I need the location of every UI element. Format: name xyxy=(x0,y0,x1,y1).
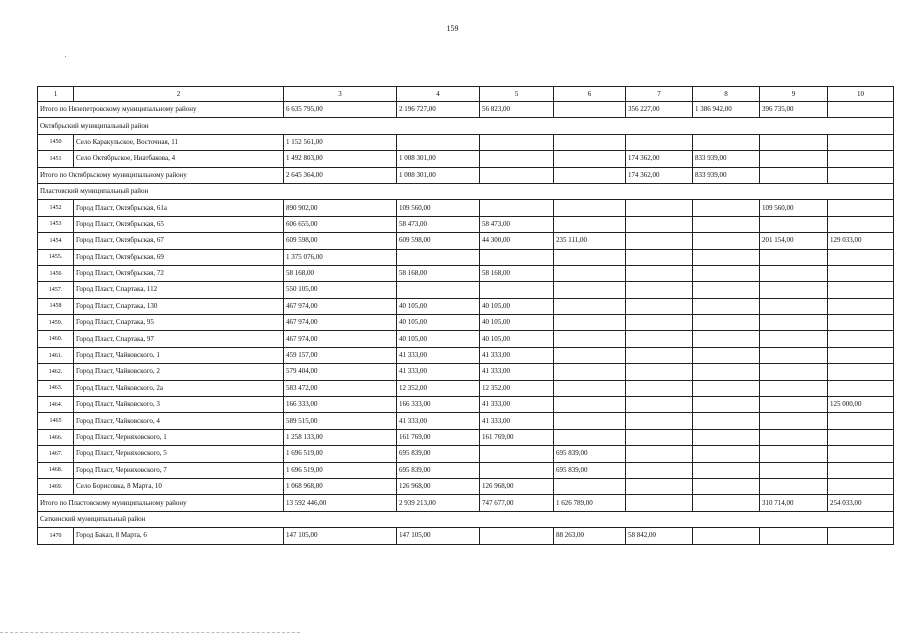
amount-cell: 58 168,00 xyxy=(284,265,397,281)
address-cell: Город Пласт, Чайковского, 3 xyxy=(74,397,284,413)
amount-cell: 1 696 519,00 xyxy=(284,462,397,478)
amount-cell xyxy=(626,315,693,331)
amount-cell xyxy=(554,478,626,494)
amount-cell xyxy=(760,347,828,363)
amount-cell xyxy=(554,134,626,150)
amount-cell: 41 333,00 xyxy=(480,364,554,380)
total-row xyxy=(38,102,894,118)
amount-cell: 147 105,00 xyxy=(284,528,397,544)
row-number: 1469. xyxy=(38,478,74,494)
amount-cell: 467 974,00 xyxy=(284,315,397,331)
column-header: 3 xyxy=(284,87,397,102)
address-cell: Село Каракульское, Восточная, 11 xyxy=(74,134,284,150)
address-cell: Село Октябрьское, Ниатбакова, 4 xyxy=(74,151,284,167)
address-cell: Город Пласт, Чайковского, 2а xyxy=(74,380,284,396)
amount-cell: 126 968,00 xyxy=(397,478,480,494)
amount-cell xyxy=(554,200,626,216)
amount-cell xyxy=(828,134,894,150)
amount-cell xyxy=(554,298,626,314)
amount-cell xyxy=(626,446,693,462)
table-row xyxy=(38,331,894,347)
table-row xyxy=(38,134,894,150)
amount-cell xyxy=(626,200,693,216)
amount-cell xyxy=(480,249,554,265)
amount-cell: 1 375 076,00 xyxy=(284,249,397,265)
amount-cell xyxy=(693,298,760,314)
amount-cell xyxy=(828,216,894,232)
amount-cell: 147 105,00 xyxy=(397,528,480,544)
column-header: 4 xyxy=(397,87,480,102)
amount-cell xyxy=(693,478,760,494)
amount-cell: 609 598,00 xyxy=(284,233,397,249)
amount-cell xyxy=(480,151,554,167)
amount-cell xyxy=(828,347,894,363)
amount-cell xyxy=(554,151,626,167)
amount-cell xyxy=(828,429,894,445)
row-number: 1466. xyxy=(38,429,74,445)
amount-cell: 254 033,00 xyxy=(828,495,894,511)
amount-cell: 174 362,00 xyxy=(626,167,693,183)
amount-cell xyxy=(397,134,480,150)
address-cell: Город Пласт, Спартака, 130 xyxy=(74,298,284,314)
amount-cell xyxy=(760,265,828,281)
amount-cell xyxy=(693,265,760,281)
address-cell: Город Пласт, Октябрьская, 72 xyxy=(74,265,284,281)
page-number: 159 xyxy=(446,24,459,33)
table-row xyxy=(38,233,894,249)
amount-cell: 695 839,00 xyxy=(554,462,626,478)
amount-cell: 166 333,00 xyxy=(397,397,480,413)
amount-cell xyxy=(828,528,894,544)
amount-cell xyxy=(554,331,626,347)
column-header: 10 xyxy=(828,87,894,102)
address-cell: Село Борисовка, 8 Марта, 10 xyxy=(74,478,284,494)
amount-cell xyxy=(828,200,894,216)
amount-cell xyxy=(554,216,626,232)
amount-cell xyxy=(760,446,828,462)
amount-cell: 695 839,00 xyxy=(554,446,626,462)
footer-scan-line xyxy=(0,632,300,634)
address-cell: Город Бакал, 8 Марта, 6 xyxy=(74,528,284,544)
amount-cell xyxy=(554,429,626,445)
row-number: 1470 xyxy=(38,528,74,544)
amount-cell: 747 677,00 xyxy=(480,495,554,511)
table-row xyxy=(38,298,894,314)
table-row xyxy=(38,413,894,429)
amount-cell xyxy=(626,331,693,347)
amount-cell xyxy=(626,298,693,314)
row-number: 1463. xyxy=(38,380,74,396)
amount-cell: 174 362,00 xyxy=(626,151,693,167)
row-number: 1456 xyxy=(38,265,74,281)
amount-cell xyxy=(626,347,693,363)
amount-cell xyxy=(397,249,480,265)
column-header: 1 xyxy=(38,87,74,102)
amount-cell xyxy=(693,282,760,298)
amount-cell xyxy=(626,478,693,494)
amount-cell xyxy=(480,167,554,183)
total-label: Итого по Нязепетровскому муниципальному району xyxy=(38,102,284,118)
total-row xyxy=(38,495,894,511)
address-cell: Город Пласт, Октябрьская, 69 xyxy=(74,249,284,265)
amount-cell xyxy=(626,380,693,396)
amount-cell xyxy=(554,102,626,118)
amount-cell: 88 263,00 xyxy=(554,528,626,544)
amount-cell xyxy=(693,397,760,413)
section-row xyxy=(38,183,894,199)
row-number: 1468. xyxy=(38,462,74,478)
amount-cell: 12 352,00 xyxy=(480,380,554,396)
amount-cell xyxy=(554,167,626,183)
amount-cell: 166 333,00 xyxy=(284,397,397,413)
amount-cell: 356 227,00 xyxy=(626,102,693,118)
amount-cell: 58 842,00 xyxy=(626,528,693,544)
amount-cell xyxy=(828,102,894,118)
row-number: 1464. xyxy=(38,397,74,413)
amount-cell: 13 592 446,00 xyxy=(284,495,397,511)
amount-cell: 2 645 364,00 xyxy=(284,167,397,183)
amount-cell xyxy=(693,380,760,396)
amount-cell: 606 655,00 xyxy=(284,216,397,232)
table-row xyxy=(38,397,894,413)
amount-cell: 890 902,00 xyxy=(284,200,397,216)
amount-cell: 467 974,00 xyxy=(284,331,397,347)
row-number: 1450 xyxy=(38,134,74,150)
row-number: 1462. xyxy=(38,364,74,380)
amount-cell xyxy=(626,462,693,478)
amount-cell xyxy=(480,200,554,216)
column-header: 9 xyxy=(760,87,828,102)
amount-cell: 1 386 942,00 xyxy=(693,102,760,118)
amount-cell xyxy=(828,380,894,396)
row-number: 1460. xyxy=(38,331,74,347)
column-header: 8 xyxy=(693,87,760,102)
amount-cell: 589 515,00 xyxy=(284,413,397,429)
amount-cell xyxy=(760,298,828,314)
table-row xyxy=(38,200,894,216)
amount-cell xyxy=(626,265,693,281)
amount-cell: 235 111,00 xyxy=(554,233,626,249)
amount-cell: 129 033,00 xyxy=(828,233,894,249)
amount-cell: 6 635 795,00 xyxy=(284,102,397,118)
amount-cell: 1 008 301,00 xyxy=(397,151,480,167)
row-number: 1459. xyxy=(38,315,74,331)
amount-cell xyxy=(626,216,693,232)
amount-cell xyxy=(760,397,828,413)
column-header: 2 xyxy=(74,87,284,102)
amount-cell xyxy=(626,282,693,298)
amount-cell xyxy=(760,167,828,183)
amount-cell xyxy=(626,429,693,445)
address-cell: Город Пласт, Чайковского, 2 xyxy=(74,364,284,380)
amount-cell: 41 333,00 xyxy=(397,364,480,380)
amount-cell: 44 300,00 xyxy=(480,233,554,249)
amount-cell: 833 939,00 xyxy=(693,151,760,167)
amount-cell: 161 769,00 xyxy=(480,429,554,445)
amount-cell xyxy=(480,446,554,462)
address-cell: Город Пласт, Чайковского, 4 xyxy=(74,413,284,429)
amount-cell xyxy=(760,282,828,298)
amount-cell: 609 598,00 xyxy=(397,233,480,249)
amount-cell: 583 472,00 xyxy=(284,380,397,396)
amount-cell: 40 105,00 xyxy=(480,331,554,347)
row-number: 1452 xyxy=(38,200,74,216)
section-title: Саткинский муниципальный район xyxy=(38,511,894,527)
amount-cell xyxy=(828,331,894,347)
amount-cell xyxy=(828,249,894,265)
table-row xyxy=(38,446,894,462)
amount-cell xyxy=(693,331,760,347)
amount-cell xyxy=(760,528,828,544)
amount-cell: 1 152 561,00 xyxy=(284,134,397,150)
address-cell: Город Пласт, Черняховского, 1 xyxy=(74,429,284,445)
table-row xyxy=(38,429,894,445)
amount-cell: 41 333,00 xyxy=(397,413,480,429)
row-number: 1453 xyxy=(38,216,74,232)
table-row xyxy=(38,315,894,331)
amount-cell xyxy=(693,216,760,232)
column-header: 6 xyxy=(554,87,626,102)
section-row xyxy=(38,511,894,527)
table-row xyxy=(38,528,894,544)
amount-cell xyxy=(760,380,828,396)
amount-cell: 40 105,00 xyxy=(480,298,554,314)
amount-cell xyxy=(760,151,828,167)
amount-cell: 1 068 968,00 xyxy=(284,478,397,494)
amount-cell xyxy=(554,315,626,331)
amount-cell xyxy=(760,429,828,445)
amount-cell xyxy=(760,134,828,150)
amount-cell: 40 105,00 xyxy=(397,315,480,331)
amount-cell: 2 196 727,00 xyxy=(397,102,480,118)
row-number: 1465 xyxy=(38,413,74,429)
amount-cell xyxy=(828,315,894,331)
amount-cell xyxy=(693,347,760,363)
amount-cell xyxy=(828,167,894,183)
section-title: Пластовский муниципальный район xyxy=(38,183,894,199)
amount-cell xyxy=(480,134,554,150)
amount-cell: 1 696 519,00 xyxy=(284,446,397,462)
amount-cell xyxy=(693,429,760,445)
amount-cell: 56 823,00 xyxy=(480,102,554,118)
amount-cell xyxy=(626,364,693,380)
amount-cell xyxy=(693,462,760,478)
amount-cell: 41 333,00 xyxy=(397,347,480,363)
table-row xyxy=(38,478,894,494)
column-header: 5 xyxy=(480,87,554,102)
amount-cell xyxy=(828,265,894,281)
amount-cell: 58 168,00 xyxy=(480,265,554,281)
amount-cell xyxy=(626,397,693,413)
amount-cell: 1 492 803,00 xyxy=(284,151,397,167)
amount-cell xyxy=(828,151,894,167)
table-row xyxy=(38,462,894,478)
table-row xyxy=(38,347,894,363)
amount-cell xyxy=(693,249,760,265)
amount-cell xyxy=(828,364,894,380)
amount-cell xyxy=(480,528,554,544)
address-cell: Город Пласт, Октябрьская, 67 xyxy=(74,233,284,249)
amount-cell xyxy=(693,495,760,511)
amount-cell xyxy=(554,347,626,363)
address-cell: Город Пласт, Спартака, 97 xyxy=(74,331,284,347)
amount-cell xyxy=(693,315,760,331)
amount-cell xyxy=(693,528,760,544)
table-row xyxy=(38,216,894,232)
amount-cell: 40 105,00 xyxy=(480,315,554,331)
amount-cell xyxy=(760,364,828,380)
row-number: 1457. xyxy=(38,282,74,298)
row-number: 1467. xyxy=(38,446,74,462)
amount-cell xyxy=(397,282,480,298)
amount-cell: 126 968,00 xyxy=(480,478,554,494)
register-table xyxy=(37,86,894,545)
row-number: 1461. xyxy=(38,347,74,363)
amount-cell: 396 735,00 xyxy=(760,102,828,118)
amount-cell: 41 333,00 xyxy=(480,397,554,413)
column-header-row xyxy=(38,87,894,102)
address-cell: Город Пласт, Октябрьская, 65 xyxy=(74,216,284,232)
amount-cell xyxy=(626,495,693,511)
amount-cell xyxy=(480,282,554,298)
amount-cell: 12 352,00 xyxy=(397,380,480,396)
amount-cell xyxy=(828,446,894,462)
amount-cell: 579 404,00 xyxy=(284,364,397,380)
address-cell: Город Пласт, Октябрьская, 61а xyxy=(74,200,284,216)
column-header: 7 xyxy=(626,87,693,102)
row-number: 1455. xyxy=(38,249,74,265)
table-row xyxy=(38,282,894,298)
amount-cell: 2 939 213,00 xyxy=(397,495,480,511)
table-row xyxy=(38,265,894,281)
row-number: 1454 xyxy=(38,233,74,249)
amount-cell: 833 939,00 xyxy=(693,167,760,183)
amount-cell: 58 168,00 xyxy=(397,265,480,281)
amount-cell: 1 258 133,00 xyxy=(284,429,397,445)
amount-cell xyxy=(554,282,626,298)
amount-cell xyxy=(693,200,760,216)
amount-cell xyxy=(554,265,626,281)
row-number: 1451 xyxy=(38,151,74,167)
address-cell: Город Пласт, Черняховского, 7 xyxy=(74,462,284,478)
section-title: Октябрьский муниципальный район xyxy=(38,118,894,134)
amount-cell: 550 105,00 xyxy=(284,282,397,298)
address-cell: Город Пласт, Чайковского, 1 xyxy=(74,347,284,363)
amount-cell xyxy=(828,298,894,314)
amount-cell: 41 333,00 xyxy=(480,347,554,363)
amount-cell xyxy=(760,331,828,347)
amount-cell xyxy=(760,462,828,478)
amount-cell: 58 473,00 xyxy=(397,216,480,232)
amount-cell xyxy=(554,413,626,429)
section-row xyxy=(38,118,894,134)
amount-cell: 58 473,00 xyxy=(480,216,554,232)
table-row xyxy=(38,364,894,380)
amount-cell: 161 769,00 xyxy=(397,429,480,445)
total-row xyxy=(38,167,894,183)
table-row xyxy=(38,249,894,265)
amount-cell: 109 560,00 xyxy=(397,200,480,216)
amount-cell xyxy=(828,462,894,478)
scan-speck xyxy=(65,56,66,57)
address-cell: Город Пласт, Спартака, 95 xyxy=(74,315,284,331)
amount-cell: 310 714,00 xyxy=(760,495,828,511)
amount-cell xyxy=(554,249,626,265)
amount-cell xyxy=(626,249,693,265)
amount-cell xyxy=(828,478,894,494)
amount-cell: 1 626 789,00 xyxy=(554,495,626,511)
total-label: Итого по Октябрьскому муниципальному району xyxy=(38,167,284,183)
amount-cell xyxy=(693,233,760,249)
table-row xyxy=(38,380,894,396)
amount-cell xyxy=(693,413,760,429)
amount-cell xyxy=(760,478,828,494)
address-cell: Город Пласт, Спартака, 112 xyxy=(74,282,284,298)
amount-cell xyxy=(828,282,894,298)
amount-cell xyxy=(693,134,760,150)
amount-cell xyxy=(828,413,894,429)
amount-cell xyxy=(480,462,554,478)
address-cell: Город Пласт, Черняховского, 5 xyxy=(74,446,284,462)
amount-cell xyxy=(760,413,828,429)
amount-cell: 459 157,00 xyxy=(284,347,397,363)
amount-cell: 40 105,00 xyxy=(397,298,480,314)
amount-cell xyxy=(554,364,626,380)
amount-cell xyxy=(760,249,828,265)
amount-cell xyxy=(693,364,760,380)
amount-cell xyxy=(554,380,626,396)
amount-cell xyxy=(626,134,693,150)
amount-cell: 109 560,00 xyxy=(760,200,828,216)
amount-cell xyxy=(554,397,626,413)
amount-cell: 695 839,00 xyxy=(397,462,480,478)
amount-cell: 40 105,00 xyxy=(397,331,480,347)
table-row xyxy=(38,151,894,167)
total-label: Итого по Пластовскому муниципальному району xyxy=(38,495,284,511)
row-number: 1458 xyxy=(38,298,74,314)
amount-cell xyxy=(626,413,693,429)
amount-cell xyxy=(626,233,693,249)
amount-cell: 41 333,00 xyxy=(480,413,554,429)
amount-cell xyxy=(693,446,760,462)
amount-cell: 695 839,00 xyxy=(397,446,480,462)
amount-cell xyxy=(760,216,828,232)
amount-cell xyxy=(760,315,828,331)
amount-cell: 201 154,00 xyxy=(760,233,828,249)
amount-cell: 125 000,00 xyxy=(828,397,894,413)
amount-cell: 1 008 301,00 xyxy=(397,167,480,183)
amount-cell: 467 974,00 xyxy=(284,298,397,314)
